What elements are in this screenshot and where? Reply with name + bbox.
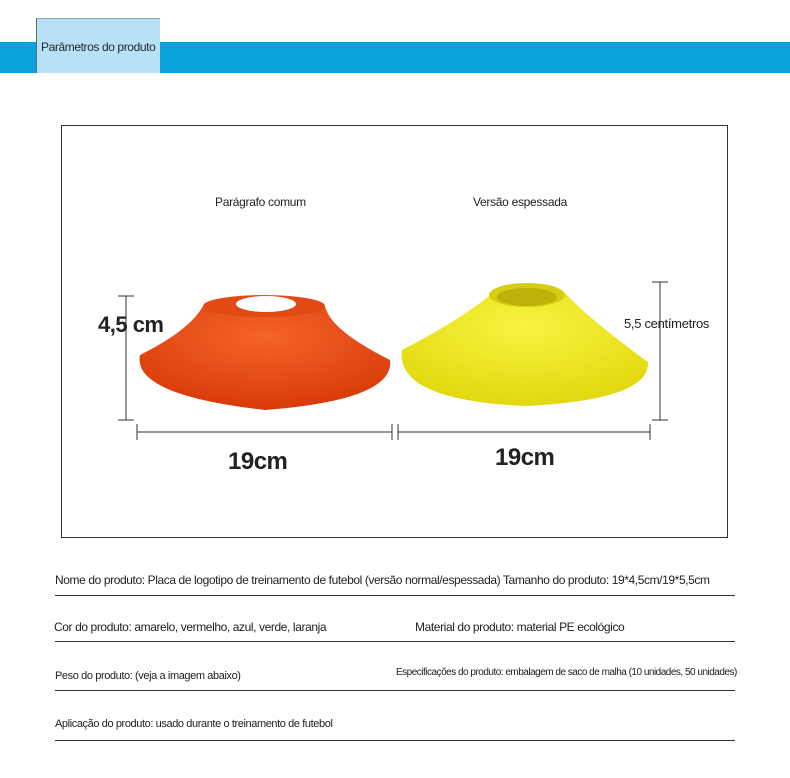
divider	[55, 595, 735, 596]
thick-height-label: 5,5 centímetros	[624, 316, 710, 331]
spec-material: Material do produto: material PE ecológico	[415, 620, 625, 634]
spec-packaging: Especificações do produto: embalagem de saco de malha (10 unidades, 50 unidades)	[396, 667, 737, 678]
normal-version-caption: Parágrafo comum	[215, 195, 306, 209]
spec-color: Cor do produto: amarelo, vermelho, azul, verde, laranja	[54, 620, 327, 634]
orange-cone	[140, 295, 391, 410]
spec-name: Nome do produto: Placa de logotipo de treinamento de futebol (versão normal/espessada) Tamanho do produto: 19*4,5cm/19*5,5cm	[55, 573, 710, 587]
yellow-cone	[402, 283, 648, 406]
tab-label: Parâmetros do produto	[41, 40, 156, 54]
spec-weight: Peso do produto: (veja a imagem abaixo)	[55, 670, 241, 682]
thick-version-caption: Versão espessada	[473, 195, 567, 209]
divider	[55, 740, 735, 741]
divider	[55, 690, 735, 691]
spec-application: Aplicação do produto: usado durante o treinamento de futebol	[55, 718, 333, 730]
thick-width-label: 19cm	[495, 444, 555, 471]
normal-height-label: 4,5 cm	[98, 312, 164, 337]
normal-width-label: 19cm	[228, 448, 288, 475]
divider	[55, 641, 735, 642]
